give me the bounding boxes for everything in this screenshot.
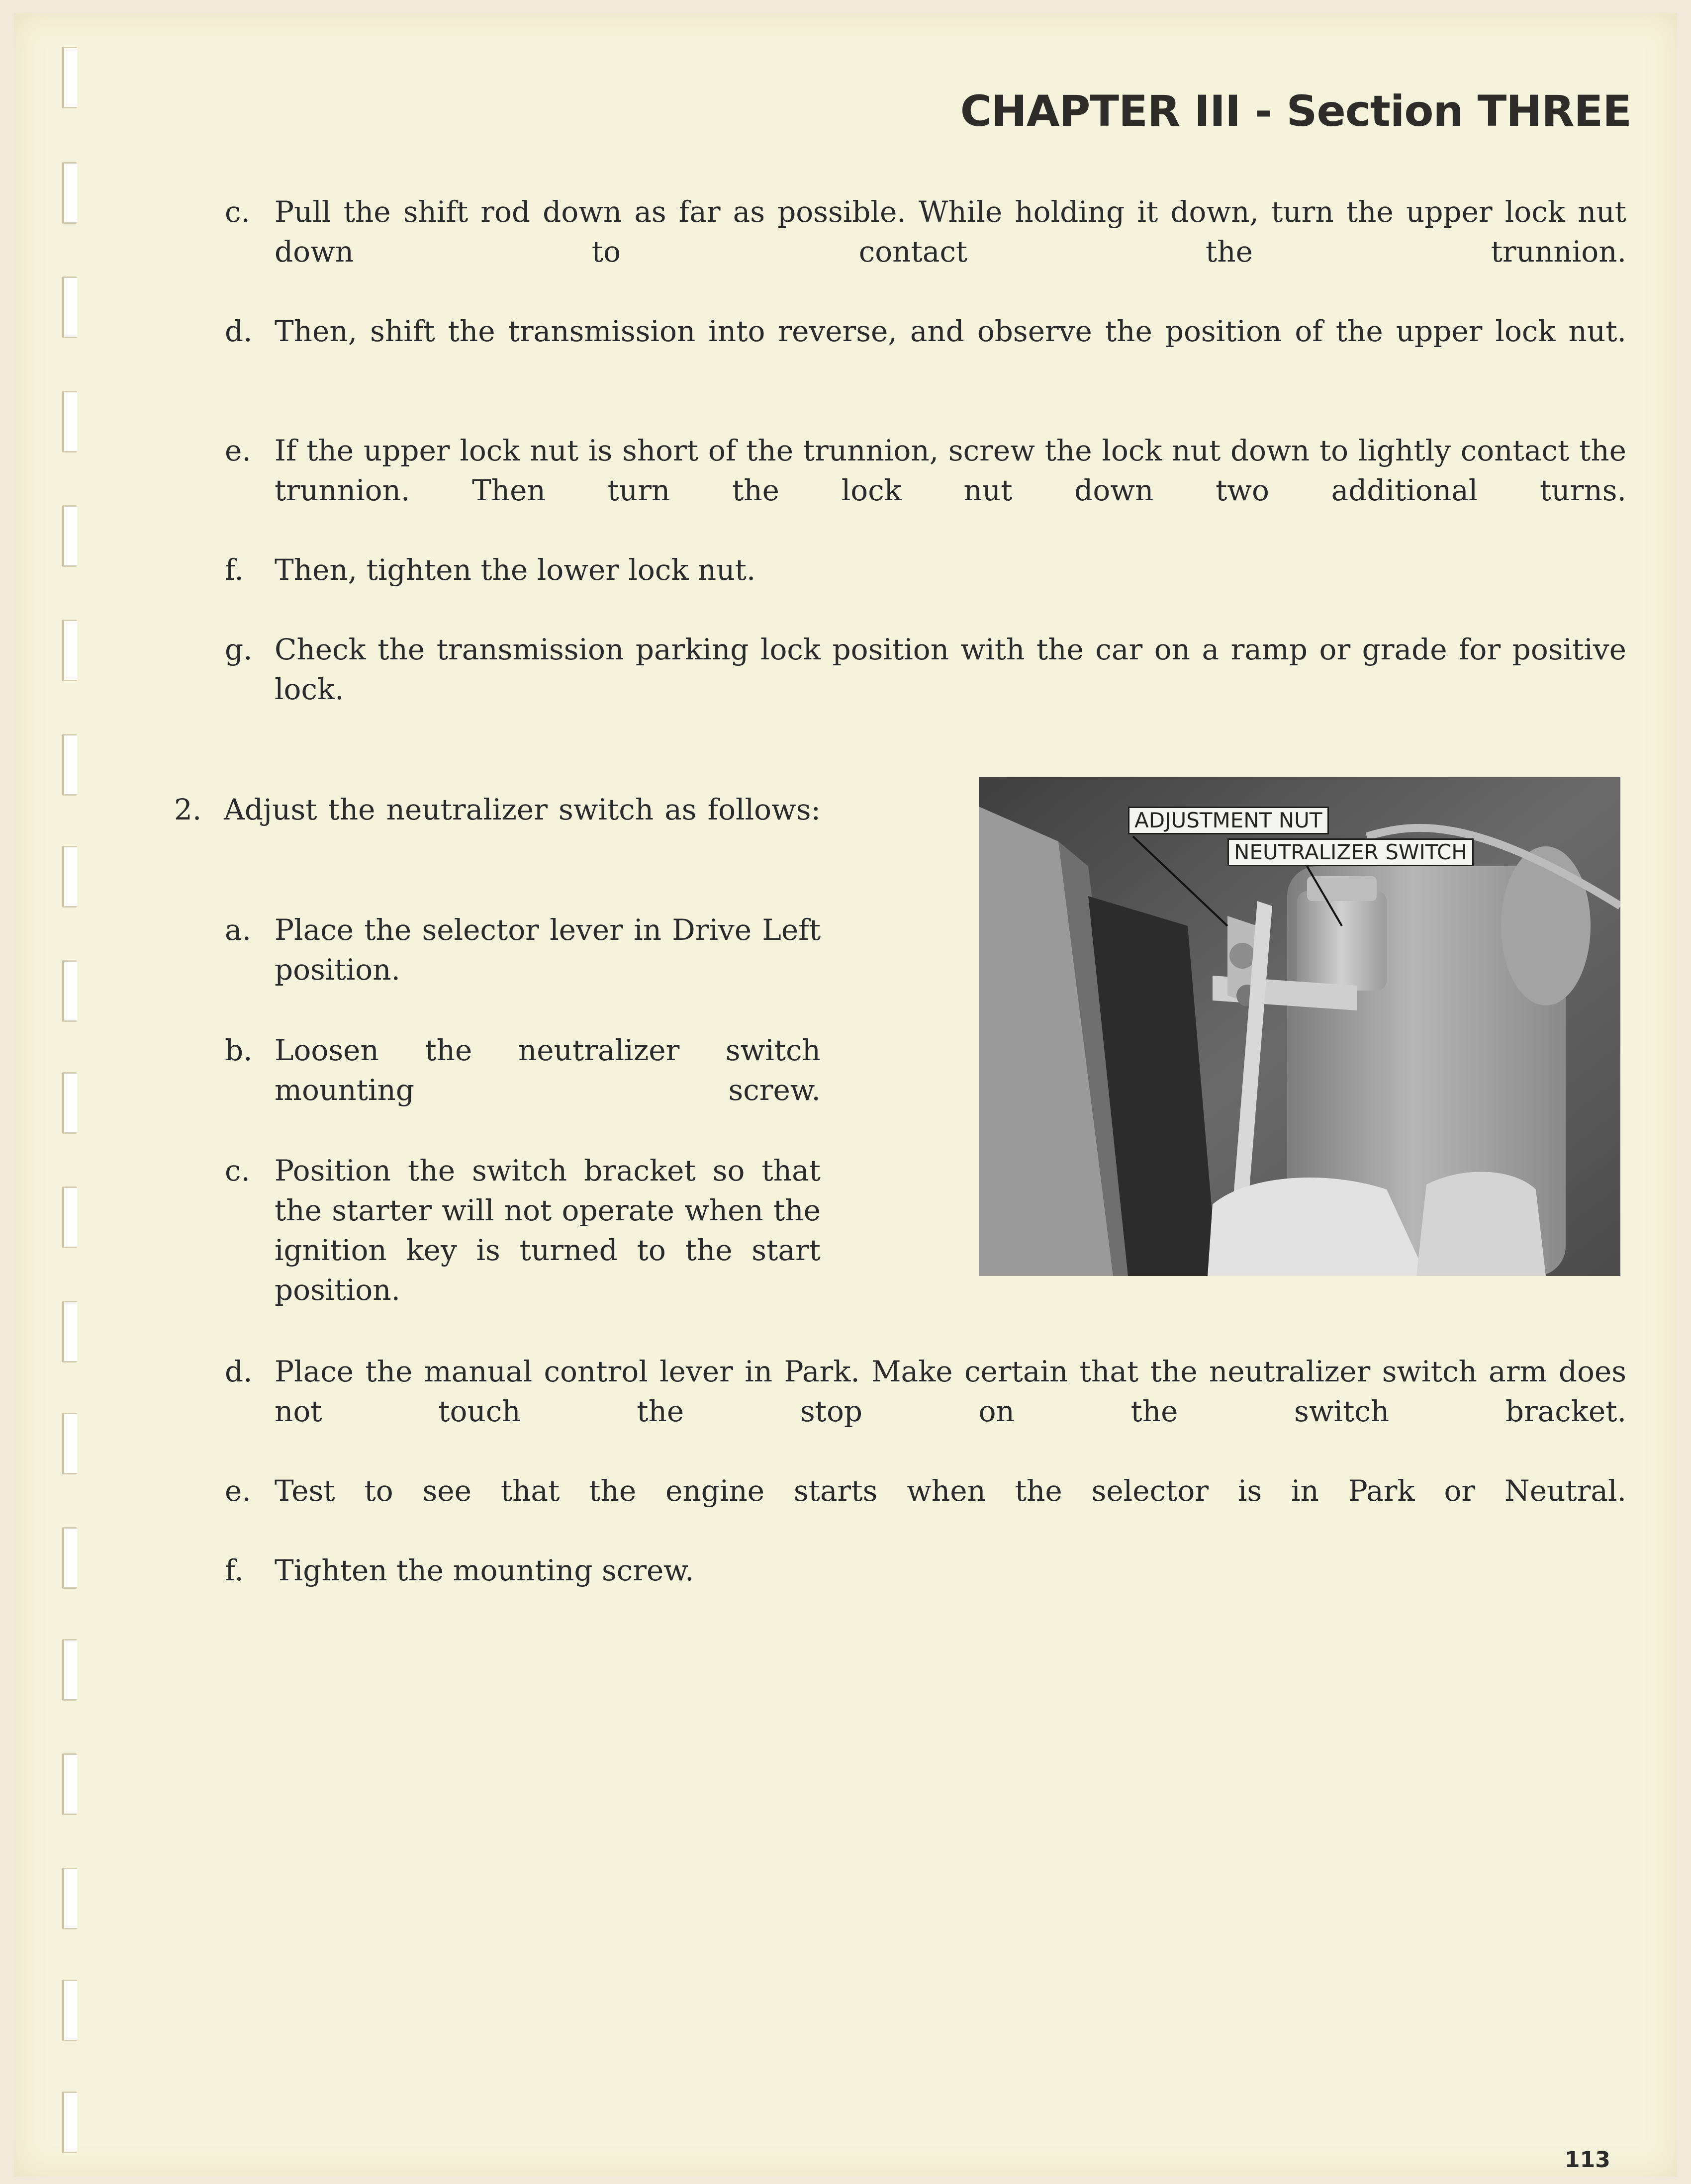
step2-item-b [225,1030,821,1110]
step2-item-c [225,1151,821,1310]
item-text: Check the transmission parking lock position with the car on a ramp or grade for positive lock. [275,633,1626,706]
binding-hole [62,1301,77,1363]
step-text: Adjust the neutralizer switch as follows: [224,793,821,826]
item-text: Loosen the neutralizer switch mounting screw. [275,1033,821,1107]
binding-hole [62,846,77,908]
step2-heading [174,790,821,829]
item-marker: e. [225,434,251,467]
step2-item-f [225,1550,1626,1590]
step1-item-g [225,630,1626,709]
step2-item-a [225,910,821,990]
item-text: If the upper lock nut is short of the trunnion, screw the lock nut down to lightly contact the trunnion. Then turn the lock nut down two additional turns. [275,434,1626,507]
item-marker: c. [225,1154,250,1187]
item-marker: c. [225,195,250,229]
binding-hole [62,960,77,1022]
binding-hole [62,1868,77,1929]
step1-item-c [225,192,1626,272]
item-marker: e. [225,1474,251,1508]
binding-hole [62,1980,77,2041]
item-text: Then, tighten the lower lock nut. [275,553,756,587]
item-marker: d. [225,314,253,348]
item-marker: f. [225,553,244,587]
page-number: 113 [1565,2147,1610,2173]
step1-item-f [225,550,1626,590]
step1-item-d [225,311,1626,351]
item-text: Place the manual control lever in Park. Make certain that the neutralizer switch arm does not touch the stop on the switch bracket. [275,1355,1626,1428]
item-text: Test to see that the engine starts when the selector is in Park or Neutral. [275,1474,1626,1508]
item-text: Pull the shift rod down as far as possible. While holding it down, turn the upper lock nut down to contact the trunnion. [275,195,1626,269]
binding-hole [62,1413,77,1474]
step2-item-d [225,1352,1626,1431]
neutralizer-switch-label: NEUTRALIZER SWITCH [1227,838,1474,866]
neutralizer-switch-photo [979,777,1620,1276]
item-text: Position the switch bracket so that the starter will not operate when the ignition key is turned to the start position. [275,1154,821,1307]
step-marker: 2. [174,793,202,826]
binding-hole [62,162,77,224]
binding-hole [62,505,77,567]
binding-hole [62,1527,77,1589]
item-text: Tighten the mounting screw. [275,1553,694,1587]
item-marker: a. [225,913,252,947]
binding-hole [62,734,77,796]
binding-hole [62,1072,77,1134]
chapter-heading: CHAPTER III - Section THREE [960,87,1631,136]
item-marker: b. [225,1033,253,1067]
step2-item-e [225,1471,1626,1511]
item-marker: d. [225,1355,253,1388]
binding-hole [62,620,77,681]
binding-hole [62,1753,77,1815]
adjustment-nut-label: ADJUSTMENT NUT [1128,807,1329,834]
binding-hole [62,1639,77,1701]
item-text: Then, shift the transmission into reverse, and observe the position of the upper lock nut. [275,314,1626,348]
item-marker: f. [225,1553,244,1587]
binding-hole [62,276,77,338]
binding-hole [62,1186,77,1248]
binding-hole [62,391,77,453]
item-marker: g. [225,633,253,666]
binding-hole [62,47,77,108]
item-text: Place the selector lever in Drive Left position. [275,913,821,987]
binding-hole [62,2092,77,2153]
step1-item-e [225,431,1626,510]
